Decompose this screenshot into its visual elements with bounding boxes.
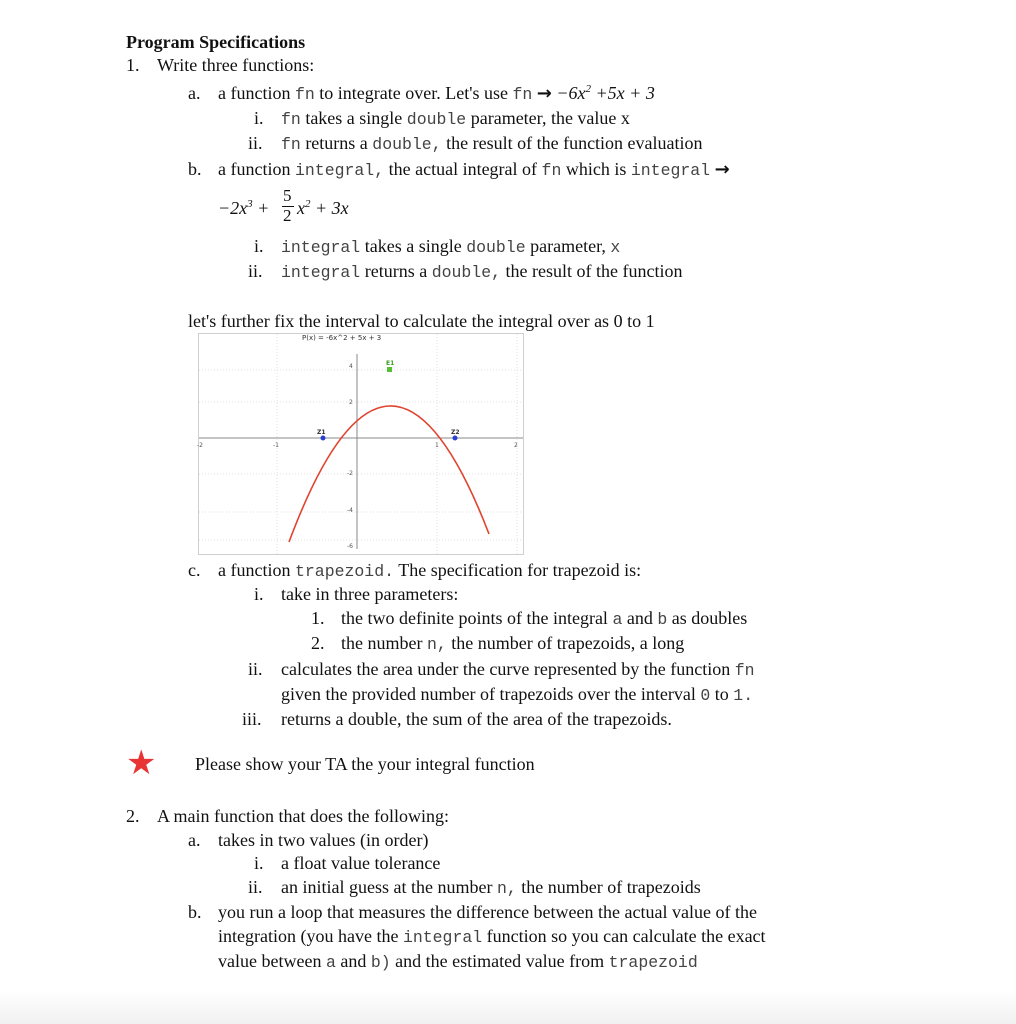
zero-1-label: Z1 <box>317 429 326 436</box>
star-icon: ★ <box>126 743 157 783</box>
item-2b-line1: you run a loop that measures the difference between the actual value of the <box>218 902 757 922</box>
item-1-number: 1. <box>126 55 140 75</box>
item-2a-ii-text: an initial guess at the number n, the number of trapezoids <box>281 877 701 898</box>
item-1c-i-2-num: 2. <box>311 633 325 653</box>
item-1c-i-2-text: the number n, the number of trapezoids, a long <box>341 633 685 654</box>
page-title: Program Specifications <box>126 32 306 52</box>
graph-svg <box>199 334 523 554</box>
fn-formula: $-6x^2 +5x + 3$ <box>556 83 655 103</box>
y-tick-m2: -2 <box>347 470 353 477</box>
fraction-five-halves <box>283 186 297 228</box>
item-1a-line: a function fn to integrate over. Let's use fn → $-6x^2 +5x + 3$ <box>218 83 655 104</box>
y-tick-p2: 2 <box>349 399 353 406</box>
item-1a-i-label: i. <box>254 108 264 128</box>
interval-text: let's further fix the interval to calculate the integral over as 0 to 1 <box>188 311 655 331</box>
item-1-text: Write three functions: <box>157 55 315 75</box>
fraction-numerator: 5 <box>283 186 292 205</box>
zero-2-label: Z2 <box>451 429 460 436</box>
graph-title: P(x) = -6x^2 + 5x + 3 <box>302 334 382 342</box>
y-tick-m4: -4 <box>347 507 353 514</box>
item-2b-line2: integration (you have the integral function so you can calculate the exact <box>218 926 766 947</box>
item-1b-line: a function integral, the actual integral of fn which is integral → <box>218 159 730 180</box>
item-1c-ii-label: ii. <box>248 659 263 679</box>
item-1a-ii-label: ii. <box>248 133 263 153</box>
y-tick-p4: 4 <box>349 363 353 370</box>
item-2a-i-label: i. <box>254 853 264 873</box>
item-1b-label: b. <box>188 159 202 179</box>
item-1c-ii-text-line2: given the provided number of trapezoids over the interval 0 to 1. <box>281 684 754 705</box>
item-1c-i-text: take in three parameters: <box>281 584 459 604</box>
item-1c-iii-text: returns a double, the sum of the area of the trapezoids. <box>281 709 672 729</box>
right-arrow-icon: → <box>536 83 552 104</box>
item-2a-label: a. <box>188 830 201 850</box>
extremum-label: E1 <box>386 360 395 367</box>
graph-grid <box>199 334 523 554</box>
x-tick-p1: 1 <box>435 442 439 449</box>
item-1c-i-1-num: 1. <box>311 608 325 628</box>
item-2a-text: takes in two values (in order) <box>218 830 429 850</box>
parabola-graph <box>198 333 524 555</box>
item-2-text: A main function that does the following: <box>157 806 449 826</box>
item-1b-ii-text: integral returns a double, the result of the function <box>281 261 683 282</box>
item-1c-i-1-text: the two definite points of the integral a and b as doubles <box>341 608 748 629</box>
ta-note: Please show your TA the your integral function <box>195 754 535 774</box>
integral-formula-left: $-2x^3$ + <box>218 198 270 218</box>
item-2-number: 2. <box>126 806 140 826</box>
item-1a-label: a. <box>188 83 201 103</box>
right-arrow-icon: → <box>714 159 730 180</box>
item-2b-line3: value between a and b) and the estimated value from trapezoid <box>218 951 698 972</box>
x-tick-p2: 2 <box>514 442 518 449</box>
item-1b-ii-label: ii. <box>248 261 263 281</box>
item-1c-label: c. <box>188 560 201 580</box>
item-1c-ii-text: calculates the area under the curve represented by the function fn <box>281 659 755 680</box>
zero-1-marker <box>321 436 326 441</box>
x-tick-m1: -1 <box>273 442 279 449</box>
item-1c-i-label: i. <box>254 584 264 604</box>
y-tick-m6: -6 <box>347 543 353 550</box>
item-2b-label: b. <box>188 902 202 922</box>
item-2a-ii-label: ii. <box>248 877 263 897</box>
item-2a-i-text: a float value tolerance <box>281 853 441 873</box>
extremum-marker <box>387 367 392 372</box>
item-1b-i-text: integral takes a single double parameter, x <box>281 236 621 257</box>
fraction-denominator: 2 <box>283 206 292 225</box>
item-1c-line: a function trapezoid. The specification for trapezoid is: <box>218 560 642 581</box>
item-1a-ii-text: fn returns a double, the result of the function evaluation <box>281 133 703 154</box>
x-tick-m2: -2 <box>197 442 203 449</box>
integral-formula-right: $x^2 + 3x$ <box>297 198 349 218</box>
page-bottom-shade <box>0 990 1016 1024</box>
item-1b-i-label: i. <box>254 236 264 256</box>
item-1c-iii-label: iii. <box>242 709 262 729</box>
item-1a-i-text: fn takes a single double parameter, the value x <box>281 108 630 129</box>
zero-2-marker <box>453 436 458 441</box>
